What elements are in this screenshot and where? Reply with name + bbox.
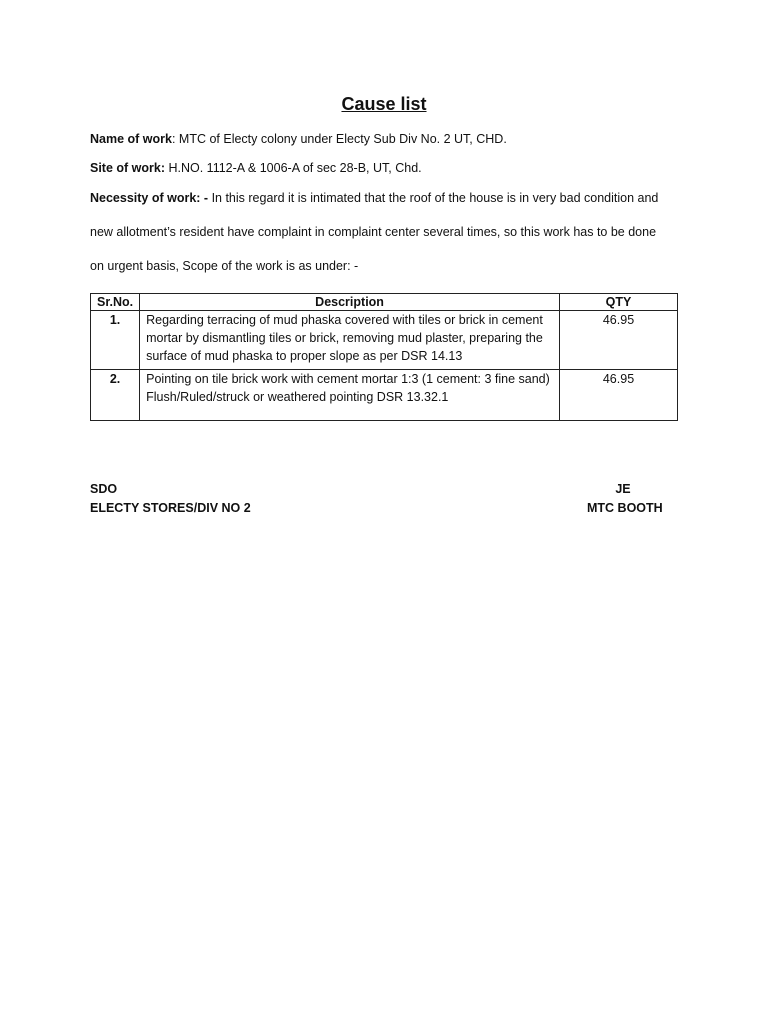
signature-right-title: JE: [615, 482, 631, 496]
header-description: Description: [140, 294, 560, 311]
header-qty: QTY: [560, 294, 678, 311]
signature-left-title: SDO: [90, 482, 118, 496]
site-of-work-label: Site of work:: [90, 161, 166, 175]
necessity-of-work-label: Necessity of work: -: [90, 191, 209, 205]
site-of-work-value: H.NO. 1112-A & 1006-A of sec 28-B, UT, Chd.: [165, 161, 422, 175]
necessity-of-work-line-1: [90, 190, 690, 206]
signature-right-office: MTC BOOTH: [587, 501, 663, 515]
row-sr-no: 2.: [91, 370, 140, 421]
row-qty: 46.95: [560, 311, 678, 370]
name-of-work-label: Name of work: [90, 132, 172, 146]
row-qty: 46.95: [560, 370, 678, 421]
site-of-work-line: [90, 160, 690, 176]
necessity-of-work-line-3: on urgent basis, Scope of the work is as under: -: [90, 259, 359, 273]
name-of-work-value: : MTC of Electy colony under Electy Sub Div No. 2 UT, CHD.: [171, 132, 507, 146]
table-row: [91, 311, 678, 370]
row-description: Regarding terracing of mud phaska covered with tiles or brick in cement mortar by dismantling tiles or brick, removing mud plaster, preparing the surface of mud phaska to proper slope as per DSR 14.13: [140, 311, 560, 370]
row-description: Pointing on tile brick work with cement mortar 1:3 (1 cement: 3 fine sand) Flush/Ruled/struck or weathered pointing DSR 13.32.1: [140, 370, 560, 421]
table-row: [91, 370, 678, 421]
page-title: Cause list: [341, 94, 427, 114]
table-header-row: [91, 294, 678, 311]
scope-of-work-table: [90, 293, 678, 421]
necessity-of-work-line-2: new allotment’s resident have complaint in complaint center several times, so this work has to be done: [90, 225, 657, 239]
row-sr-no: 1.: [91, 311, 140, 370]
signature-left-office: ELECTY STORES/DIV NO 2: [90, 501, 251, 515]
header-sr-no: Sr.No.: [91, 294, 140, 311]
necessity-of-work-text-1: In this regard it is intimated that the roof of the house is in very bad condition and: [208, 191, 659, 205]
name-of-work-line: [90, 131, 690, 147]
